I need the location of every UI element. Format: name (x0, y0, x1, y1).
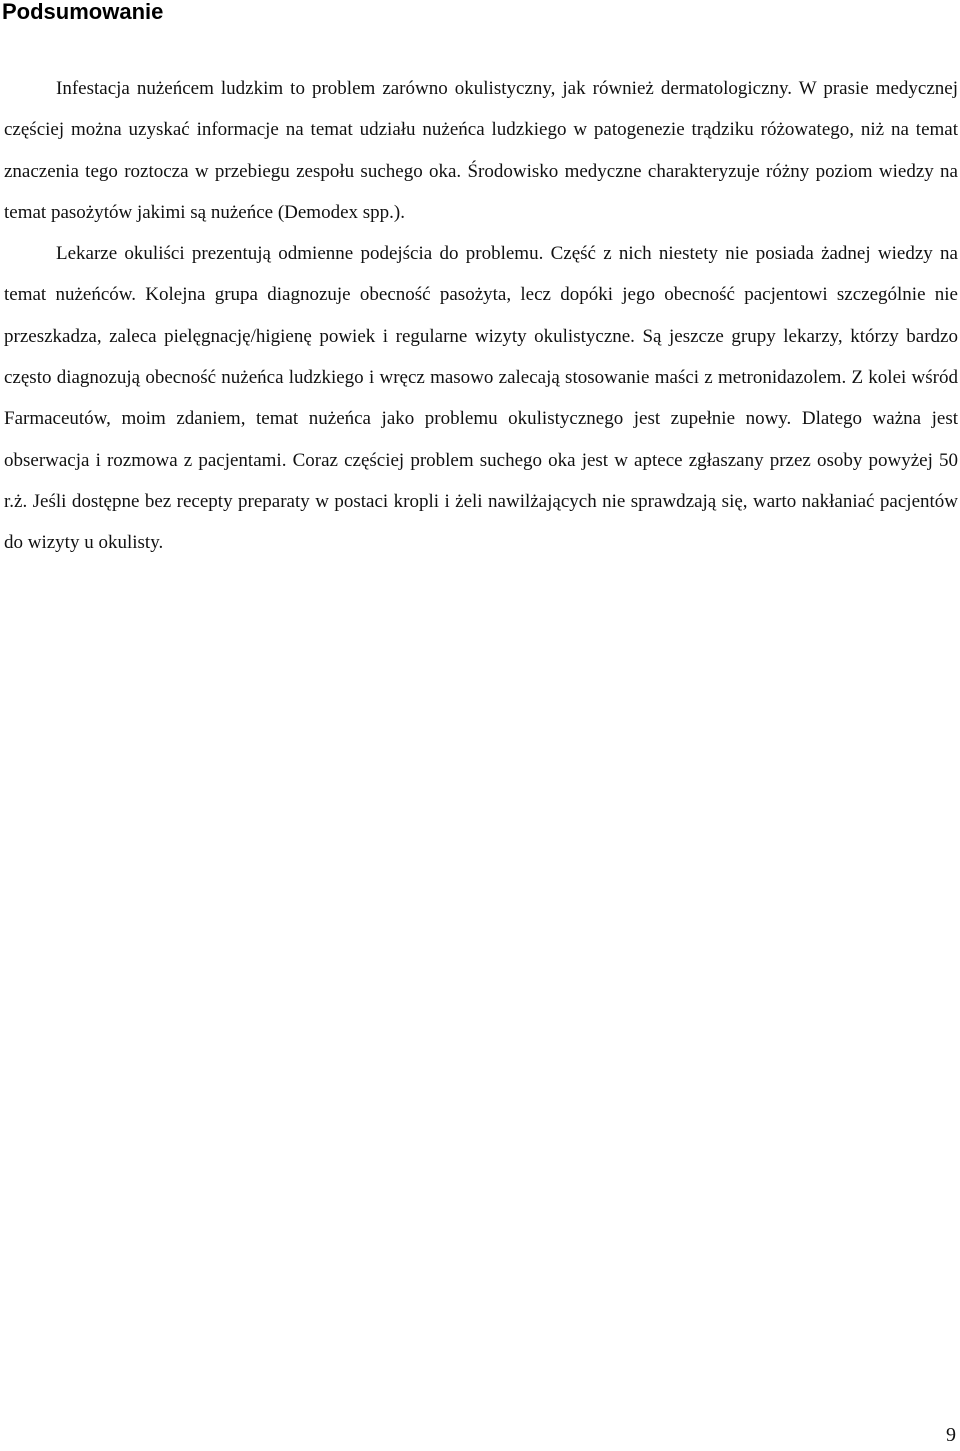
body-text (4, 68, 958, 564)
paragraph-1: Infestacja nużeńcem ludzkim to problem zarówno okulistyczny, jak również dermatologiczny. W prasie medycznej częściej można uzyskać informacje na temat udziału nużeńca ludzkiego w patogenezie trądziku różowatego, niż na temat znaczenia tego roztocza w przebiegu zespołu suchego oka. Środowisko medyczne charakteryzuje różny poziom wiedzy na temat pasożytów jakimi są nużeńce (Demodex spp.). (4, 78, 958, 223)
section-heading: Podsumowanie (2, 0, 164, 24)
page-number: 9 (946, 1424, 956, 1446)
paragraph-2: Lekarze okuliści prezentują odmienne podejścia do problemu. Część z nich niestety nie posiada żadnej wiedzy na temat nużeńców. Kolejna grupa diagnozuje obecność pasożyta, lecz dopóki jego obecność pacjentowi szczególnie nie przeszkadza, zaleca pielęgnację/higienę powiek i regularne wizyty okulistyczne. Są jeszcze grupy lekarzy, którzy bardzo często diagnozują obecność nużeńca ludzkiego i wręcz masowo zalecają stosowanie maści z metronidazolem. Z kolei wśród Farmaceutów, moim zdaniem, temat nużeńca jako problemu okulistycznego jest zupełnie nowy. Dlatego ważna jest obserwacja i rozmowa z pacjentami. Coraz częściej problem suchego oka jest w aptece zgłaszany przez osoby powyżej 50 r.ż. Jeśli dostępne bez recepty preparaty w postaci kropli i żeli nawilżających nie sprawdzają się, warto nakłaniać pacjentów do wizyty u okulisty. (4, 243, 958, 554)
